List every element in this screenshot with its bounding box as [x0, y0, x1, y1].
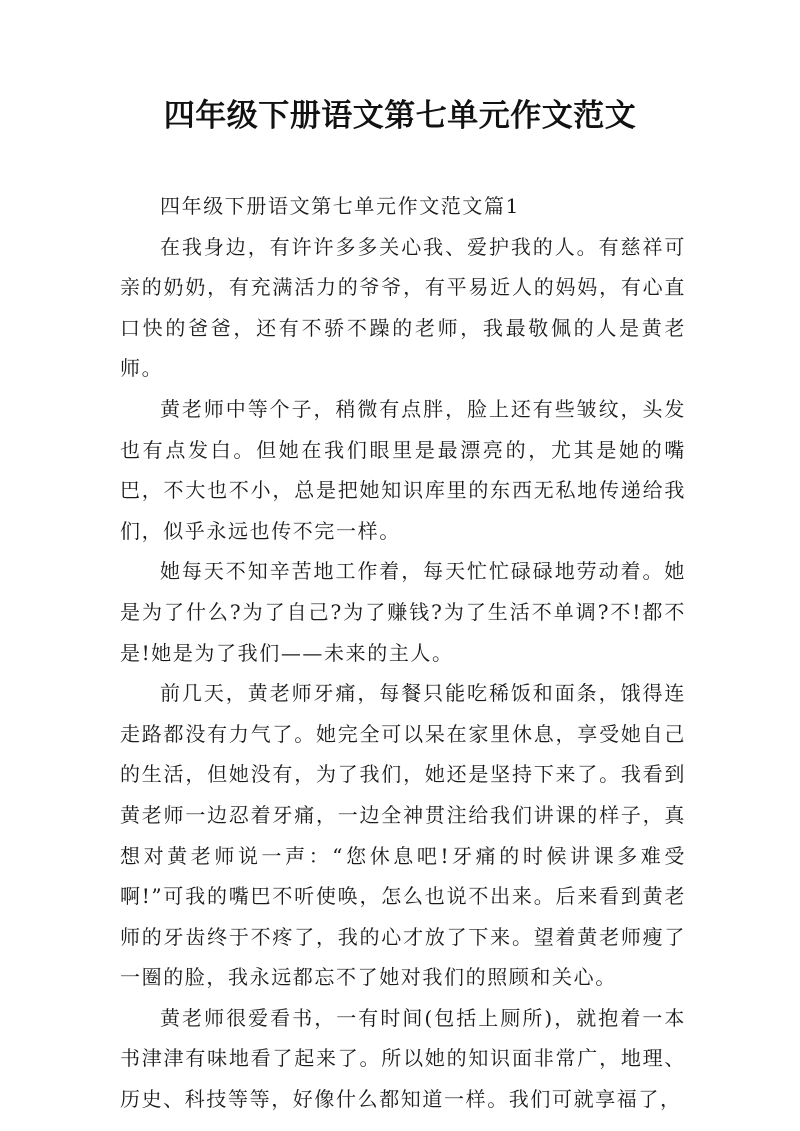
document-body	[120, 186, 686, 1120]
paragraph: 黄老师很爱看书，一有时间(包括上厕所)，就抱着一本书津津有味地看了起来了。所以她的知识面非常广，地理、历史、科技等等，好像什么都知道一样。我们可就享福了，	[120, 1005, 686, 1112]
paragraph: 黄老师中等个子，稍微有点胖，脸上还有些皱纹，头发也有点发白。但她在我们眼里是最漂亮的，尤其是她的嘴巴，不大也不小，总是把她知识库里的东西无私地传递给我们，似乎永远也传不完一样。	[120, 396, 686, 543]
paragraph: 前几天，黄老师牙痛，每餐只能吃稀饭和面条，饿得连走路都没有力气了。她完全可以呆在家里休息，享受她自己的生活，但她没有，为了我们，她还是坚持下来了。我看到黄老师一边忍着牙痛，一边全神贯注给我们讲课的样子，真想对黄老师说一声：“您休息吧!牙痛的时候讲课多难受啊!”可我的嘴巴不听使唤，怎么也说不出来。后来看到黄老师的牙齿终于不疼了，我的心才放了下来。望着黄老师瘦了一圈的脸，我永远都忘不了她对我们的照顾和关心。	[120, 681, 686, 990]
section-heading: 四年级下册语文第七单元作文范文篇1	[160, 194, 520, 218]
document-title: 四年级下册语文第七单元作文范文	[163, 98, 637, 134]
paragraph: 她每天不知辛苦地工作着，每天忙忙碌碌地劳动着。她是为了什么?为了自己?为了赚钱?为了生活不单调?不!都不是!她是为了我们——未来的主人。	[120, 559, 686, 665]
paragraph: 在我身边，有许许多多关心我、爱护我的人。有慈祥可亲的奶奶，有充满活力的爷爷，有平易近人的妈妈，有心直口快的爸爸，还有不骄不躁的老师，我最敬佩的人是黄老师。	[120, 234, 686, 381]
